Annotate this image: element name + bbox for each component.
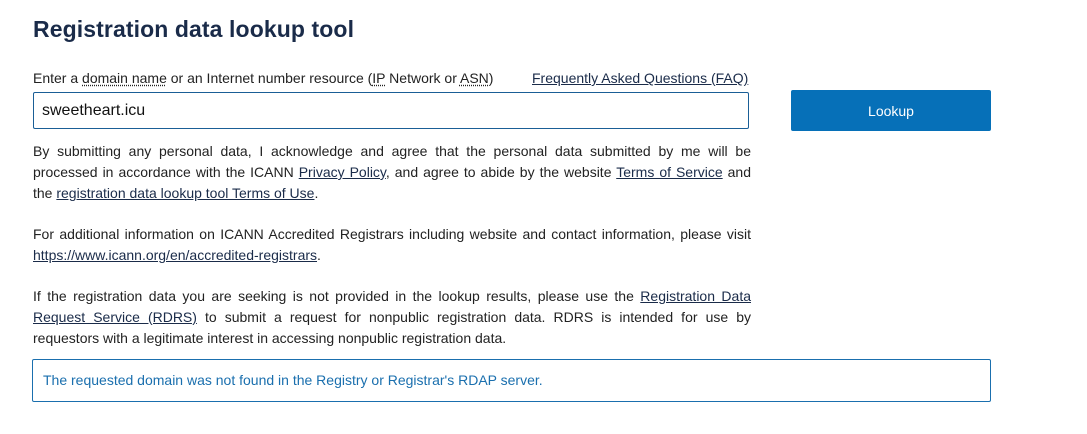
registrars-text: . [317, 247, 321, 263]
privacy-text: , and agree to abide by the website [385, 164, 617, 180]
privacy-notice [33, 141, 751, 204]
page-title: Registration data lookup tool [33, 16, 355, 42]
rdrs-notice [33, 286, 751, 349]
rdrs-text: If the registration data you are seeking is not provided in the lookup results, please use the [33, 288, 641, 304]
registrars-text: For additional information on ICANN Accredited Registrars including website and contact information, please visit [33, 226, 751, 242]
registrars-notice [33, 224, 751, 266]
ip-term[interactable]: IP [372, 70, 386, 86]
asn-term[interactable]: ASN [459, 70, 489, 86]
rdrs-link[interactable]: Registration Data Request Service (RDRS) [33, 288, 751, 325]
privacy-policy-link[interactable]: Privacy Policy [298, 164, 386, 180]
privacy-text: . [314, 185, 319, 201]
prompt-text: or an Internet number resource ( [166, 70, 373, 86]
prompt-text: Enter a [33, 70, 83, 86]
lookup-button[interactable]: Lookup [791, 90, 991, 131]
prompt-text: ) [488, 70, 494, 86]
privacy-text: and the [33, 164, 751, 201]
terms-of-use-link[interactable]: registration data lookup tool Terms of Use [56, 185, 315, 201]
rdrs-text: to submit a request for nonpublic registration data. RDRS is intended for use by requestors with a legitimate interest in accessing nonpublic registration data. [33, 309, 751, 346]
privacy-text: By submitting any personal data, I acknowledge and agree that the personal data submitted by me will be processed in accordance with the ICANN [33, 143, 751, 180]
search-input[interactable] [33, 92, 749, 129]
prompt-text: Network or [385, 70, 460, 86]
faq-link[interactable]: Frequently Asked Questions (FAQ) [532, 70, 749, 86]
domain-name-term[interactable]: domain name [82, 70, 167, 86]
result-message: The requested domain was not found in the Registry or Registrar's RDAP server. [32, 359, 991, 402]
search-prompt [33, 70, 751, 86]
accredited-registrars-link[interactable]: https://www.icann.org/en/accredited-registrars [33, 247, 318, 263]
terms-of-service-link[interactable]: Terms of Service [616, 164, 723, 180]
